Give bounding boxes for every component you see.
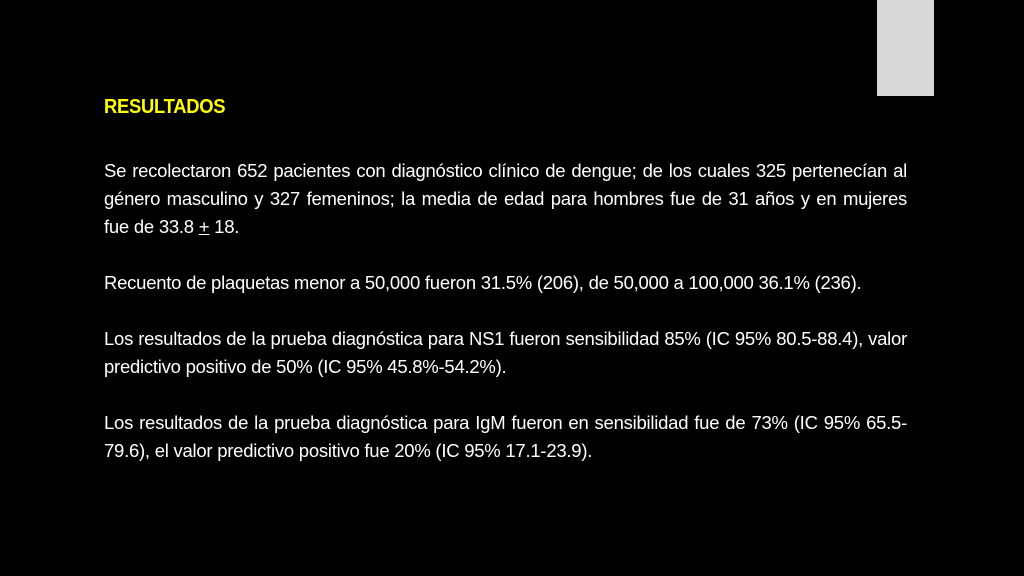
slide-heading: RESULTADOS bbox=[104, 96, 226, 118]
paragraph-demographics bbox=[104, 157, 907, 241]
decorative-tab bbox=[877, 0, 934, 96]
paragraph-ns1-results: Los resultados de la prueba diagnóstica para NS1 fueron sensibilidad 85% (IC 95% 80.5-88.4), valor predictivo positivo de 50% (IC 95% 45.8%-54.2%). bbox=[104, 328, 907, 377]
paragraph-platelets: Recuento de plaquetas menor a 50,000 fueron 31.5% (206), de 50,000 a 100,000 36.1% (236). bbox=[104, 272, 862, 293]
paragraph-demographics-tail: 18. bbox=[209, 216, 240, 237]
paragraph-igm-results: Los resultados de la prueba diagnóstica para IgM fueron en sensibilidad fue de 73% (IC 95% 65.5-79.6), el valor predictivo positivo fue 20% (IC 95% 17.1-23.9). bbox=[104, 412, 907, 461]
paragraph-demographics-text: Se recolectaron 652 pacientes con diagnóstico clínico de dengue; de los cuales 325 pertenecían al género masculino y 327 femeninos; la media de edad para hombres fue de 31 años y en mujeres fue de 33.8 bbox=[104, 160, 907, 237]
plus-minus-symbol: + bbox=[198, 216, 210, 237]
slide-body bbox=[104, 157, 907, 493]
